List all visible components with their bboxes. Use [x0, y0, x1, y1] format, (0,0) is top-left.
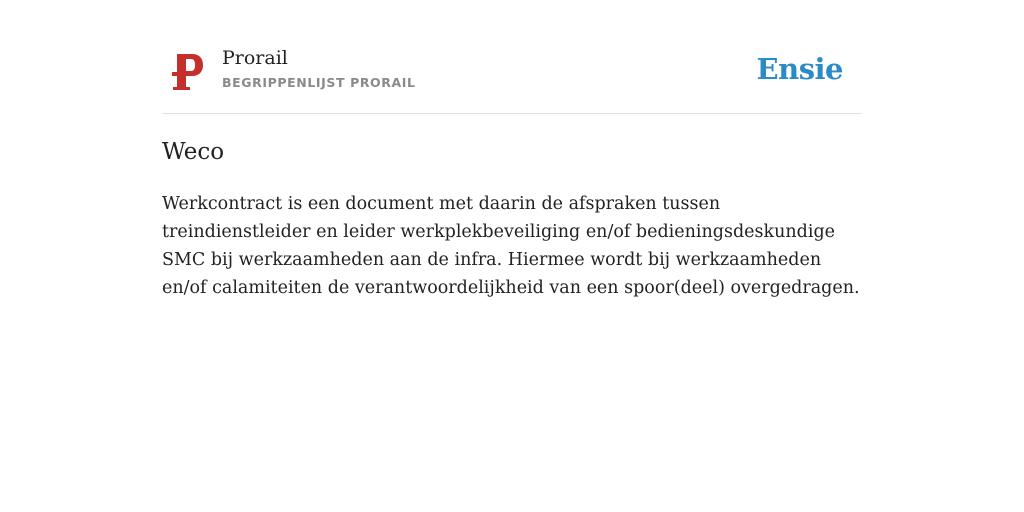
brand-name[interactable]: Prorail: [222, 47, 288, 69]
page-container: [162, 0, 862, 298]
prorail-logo-icon[interactable]: [170, 52, 204, 92]
ensie-logo-link[interactable]: Ensie: [756, 52, 843, 86]
header: [162, 0, 862, 114]
term-title: Weco: [162, 139, 225, 165]
glossary-subtitle[interactable]: BEGRIPPENLIJST PRORAIL: [222, 75, 416, 90]
prorail-logo-shape: [170, 52, 204, 92]
term-definition: Werkcontract is een document met daarin de afspraken tussen treindienstleider en leider werkplekbeveiliging en/of bedieningsdeskundige SMC bij werkzaamheden aan de infra. Hiermee wordt bij werkzaamheden en/of calamiteiten de verantwoordelijkheid van een spoor(deel) overgedragen.: [162, 194, 860, 298]
